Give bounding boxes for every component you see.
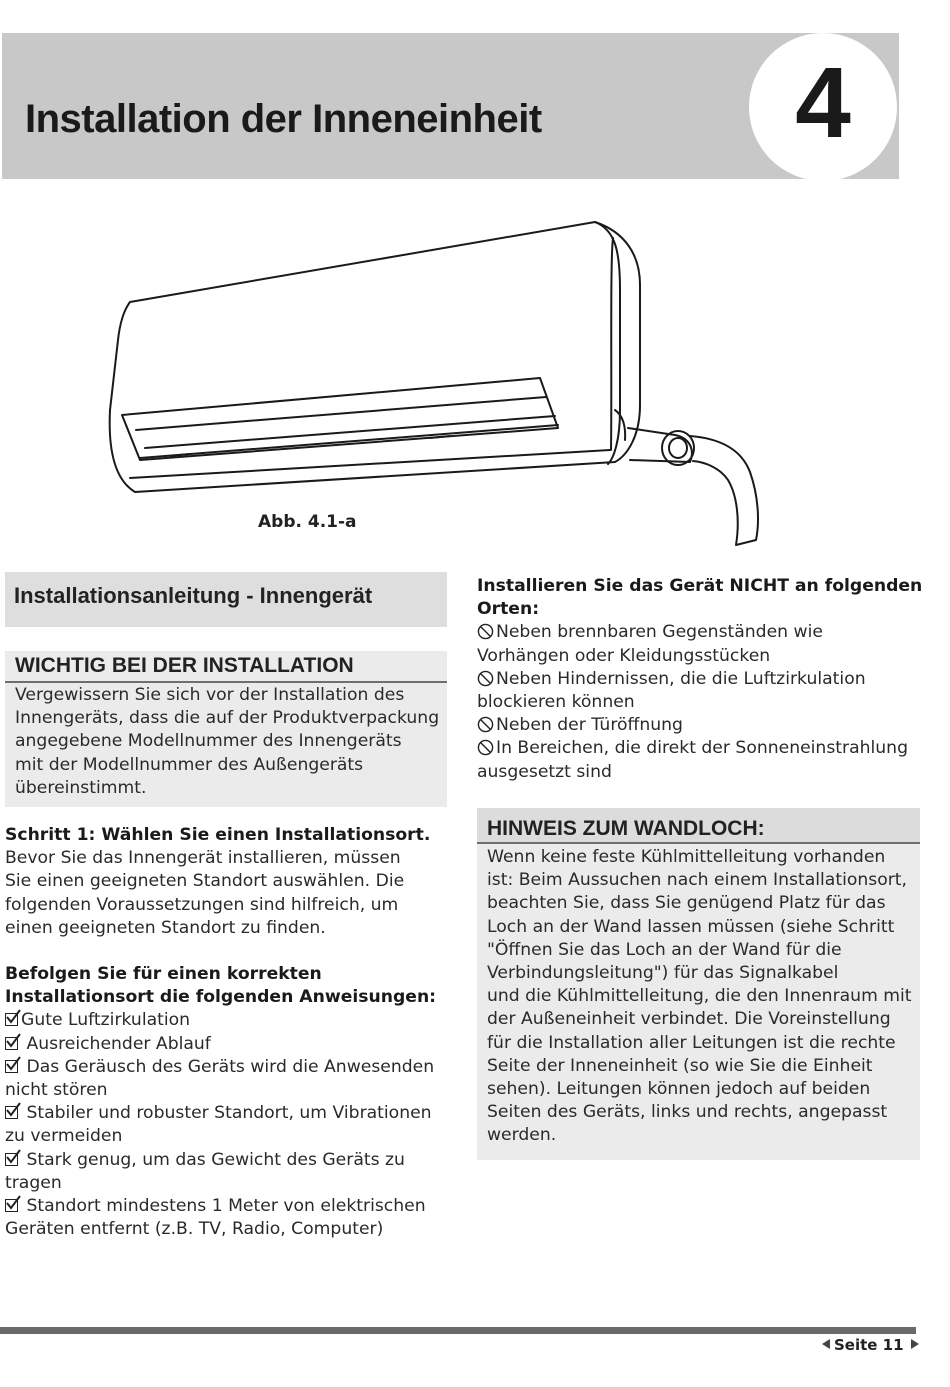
- page-title: Installation der Inneneinheit: [25, 97, 542, 141]
- requirements-title: Befolgen Sie für einen korrekten: [5, 964, 322, 984]
- requirements-title: Installationsort die folgenden Anweisungen:: [5, 987, 437, 1008]
- text-line: ist: Beim Aussuchen nach einem Installationsort,: [487, 870, 907, 891]
- important-notice-title: WICHTIG BEI DER INSTALLATION: [15, 654, 354, 677]
- note-title: HINWEIS ZUM WANDLOCH:: [487, 817, 765, 840]
- checkbox-checked-icon: [5, 1037, 18, 1050]
- prohibited-icon: [477, 739, 494, 756]
- checkbox-checked-icon: [5, 1153, 18, 1166]
- location-requirements-block: [5, 963, 450, 1241]
- text-line: für die Installation aller Leitungen ist die rechte: [487, 1032, 896, 1053]
- note-header: [477, 808, 920, 844]
- page-number: [822, 1336, 919, 1354]
- prohibited-icon: [477, 623, 494, 640]
- chapter-number-badge: [749, 33, 897, 181]
- avoid-locations-list: [477, 575, 937, 784]
- text-line: Innengeräts, dass die auf der Produktverpackung: [15, 708, 440, 729]
- checkbox-checked-icon: [5, 1199, 18, 1212]
- text-line: einen geeigneten Standort zu finden.: [5, 917, 326, 938]
- text-line: mit der Modellnummer des Außengeräts: [15, 754, 364, 775]
- text-line: werden.: [487, 1125, 557, 1146]
- checklist-item-continuation: nicht stören: [5, 1080, 108, 1101]
- important-notice-text: [15, 684, 445, 800]
- checklist-item-text: Das Geräusch des Geräts wird die Anwesenden: [21, 1056, 435, 1077]
- checkbox-checked-icon: [5, 1106, 18, 1119]
- footer-bar: [0, 1327, 916, 1334]
- avoid-item: [477, 737, 937, 760]
- indoor-unit-illustration: [100, 210, 780, 555]
- avoid-item-text: Neben brennbaren Gegenständen wie: [496, 622, 823, 643]
- text-line: Wenn keine feste Kühlmittelleitung vorhanden: [487, 847, 886, 867]
- section-heading: Installationsanleitung - Innengerät: [14, 583, 373, 608]
- avoid-item: [477, 621, 937, 644]
- checklist-item-continuation: zu vermeiden: [5, 1126, 123, 1147]
- page-label: Seite 11: [834, 1336, 904, 1354]
- checklist-item: [5, 1149, 450, 1172]
- avoid-locations-block: [477, 575, 937, 784]
- text-line: folgenden Voraussetzungen sind hilfreich, um: [5, 894, 399, 915]
- text-line: Verbindungsleitung") für das Signalkabel: [487, 963, 839, 984]
- important-notice-box: [5, 651, 447, 807]
- avoid-item: [477, 668, 937, 691]
- checklist-item-text: Ausreichender Ablauf: [21, 1033, 211, 1054]
- avoid-item-continuation: Vorhängen oder Kleidungsstücken: [477, 645, 771, 666]
- avoid-title: Installieren Sie das Gerät NICHT an folgenden: [477, 576, 923, 596]
- text-line: der Außeneinheit verbindet. Die Voreinstellung: [487, 1009, 891, 1030]
- checklist-item-continuation: tragen: [5, 1172, 62, 1193]
- text-line: "Öffnen Sie das Loch an der Wand für die: [487, 939, 842, 960]
- text-line: Seite der Inneneinheit (so wie Sie die Einheit: [487, 1055, 873, 1076]
- text-line: übereinstimmt.: [15, 777, 147, 798]
- avoid-item-continuation: ausgesetzt sind: [477, 761, 612, 782]
- text-line: Vergewissern Sie sich vor der Installation des: [15, 685, 405, 705]
- text-line: Seiten des Geräts, links und rechts, angepasst: [487, 1102, 888, 1123]
- avoid-item: [477, 714, 937, 737]
- checklist-item-text: Stark genug, um das Gewicht des Geräts zu: [21, 1149, 405, 1170]
- previous-page-arrow-icon[interactable]: [822, 1339, 830, 1349]
- checklist-item: [5, 1102, 450, 1125]
- checklist-item: [5, 1009, 450, 1032]
- checklist-item: [5, 1195, 450, 1218]
- step-1-title: Schritt 1: Wählen Sie einen Installationsort.: [5, 825, 431, 845]
- text-line: beachten Sie, dass Sie genügend Platz für das: [487, 893, 886, 914]
- next-page-arrow-icon[interactable]: [911, 1339, 919, 1349]
- prohibited-icon: [477, 670, 494, 687]
- avoid-item-text: Neben Hindernissen, die die Luftzirkulation: [496, 668, 866, 689]
- avoid-title: Orten:: [477, 599, 540, 620]
- text-line: Bevor Sie das Innengerät installieren, müssen: [5, 848, 401, 869]
- section-heading-box: [5, 572, 447, 627]
- location-requirements-list: [5, 963, 450, 1241]
- avoid-item-continuation: blockieren können: [477, 692, 635, 713]
- checklist-item-text: Standort mindestens 1 Meter von elektrischen: [21, 1196, 426, 1217]
- step-1-paragraph: [5, 824, 450, 940]
- text-line: angegebene Modellnummer des Innengeräts: [15, 731, 402, 752]
- divider: [5, 681, 447, 683]
- figure-caption: Abb. 4.1-a: [258, 512, 357, 532]
- text-line: sehen). Leitungen können jedoch auf beiden: [487, 1079, 871, 1100]
- checklist-item: [5, 1056, 450, 1079]
- checklist-item-text: Gute Luftzirkulation: [21, 1010, 191, 1031]
- text-line: und die Kühlmittelleitung, die den Innenraum mit: [487, 986, 912, 1007]
- wall-hole-note-box: [477, 808, 920, 1160]
- checkbox-checked-icon: [5, 1013, 18, 1026]
- avoid-item-text: In Bereichen, die direkt der Sonneneinstrahlung: [496, 738, 908, 759]
- prohibited-icon: [477, 716, 494, 733]
- checkbox-checked-icon: [5, 1060, 18, 1073]
- note-text: [487, 846, 917, 1148]
- checklist-item-continuation: Geräten entfernt (z.B. TV, Radio, Computer): [5, 1219, 384, 1240]
- avoid-item-text: Neben der Türöffnung: [496, 715, 683, 736]
- chapter-number: 4: [795, 47, 851, 159]
- text-line: Sie einen geeigneten Standort auswählen. Die: [5, 871, 405, 892]
- checklist-item: [5, 1033, 450, 1056]
- checklist-item-text: Stabiler und robuster Standort, um Vibrationen: [21, 1103, 432, 1124]
- text-line: Loch an der Wand lassen müssen (siehe Schritt: [487, 916, 895, 937]
- step-1-block: [5, 824, 450, 940]
